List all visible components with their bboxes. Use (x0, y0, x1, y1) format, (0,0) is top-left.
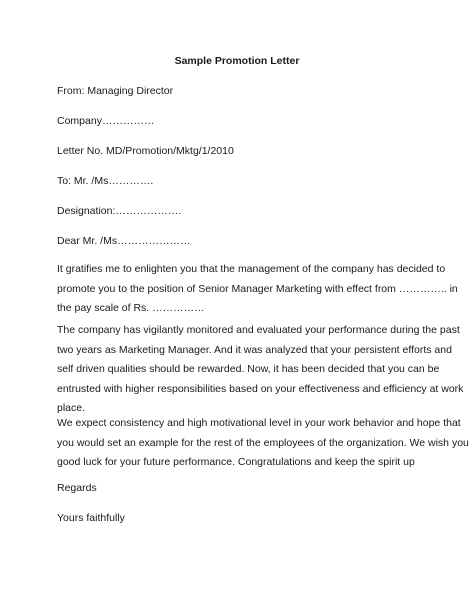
regards-line: Regards (57, 482, 97, 494)
paragraph-line: the pay scale of Rs. …………… (57, 302, 205, 314)
designation-line: Designation:………………. (57, 205, 182, 217)
letter-number-line: Letter No. MD/Promotion/Mktg/1/2010 (57, 145, 234, 157)
paragraph-line: you would set an example for the rest of the employees of the organization. We wish you (57, 436, 469, 449)
paragraph-line: It gratifies me to enlighten you that the management of the company has decided to (57, 263, 446, 275)
paragraph-line: good luck for your future performance. Congratulations and keep the spirit up (57, 456, 415, 468)
paragraph-line: The company has vigilantly monitored and evaluated your performance during the past (57, 324, 460, 336)
paragraph-line: We expect consistency and high motivational level in your work behavior and hope that (57, 417, 461, 429)
paragraph-performance (57, 321, 464, 419)
company-line: Company…………… (57, 115, 155, 127)
closing-line: Yours faithfully (57, 512, 125, 524)
from-line: From: Managing Director (57, 85, 174, 97)
recipient-line: To: Mr. /Ms…………. (57, 175, 154, 187)
paragraph-line: entrusted with higher responsibilities based on your effectiveness and efficiency at work (57, 382, 464, 395)
paragraph-line: promote you to the position of Senior Manager Marketing with effect from ………….. in (57, 282, 458, 295)
paragraph-line: two years as Marketing Manager. And it was analyzed that your persistent efforts and (57, 343, 452, 356)
letter-title: Sample Promotion Letter (174, 55, 300, 67)
salutation-line: Dear Mr. /Ms………………… (57, 235, 191, 247)
paragraph-expectations (57, 414, 469, 473)
paragraph-line: self driven qualities should be rewarded. Now, it has been decided that you can be (57, 363, 440, 375)
paragraph-promotion (57, 260, 458, 319)
paragraph-line: place. (57, 402, 86, 414)
